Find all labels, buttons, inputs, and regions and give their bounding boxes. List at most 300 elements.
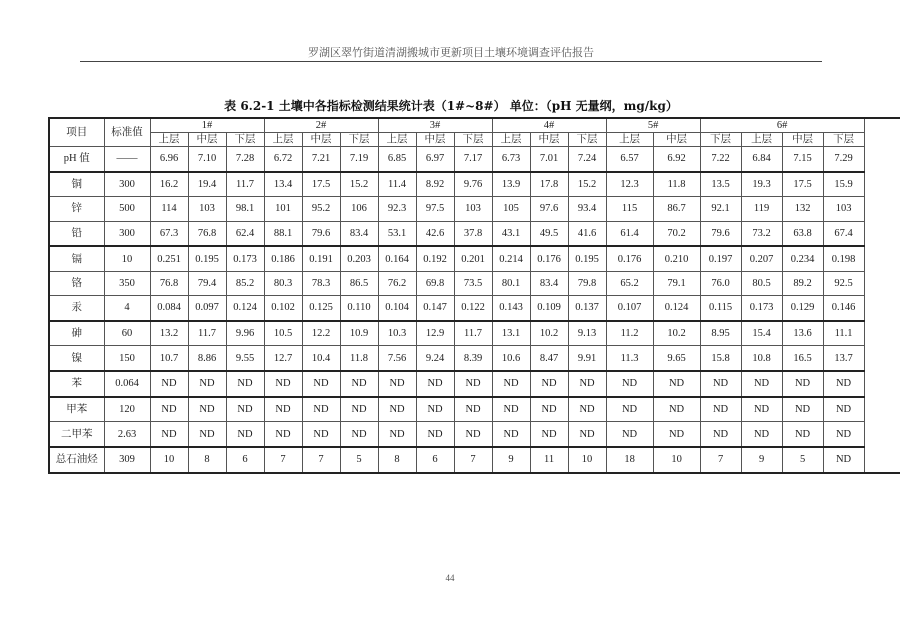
result-cell: 15.9: [823, 172, 864, 197]
result-cell: 10: [568, 447, 606, 473]
result-cell: 10.9: [340, 321, 378, 346]
result-cell: 9.76: [454, 172, 492, 197]
result-cell: ND: [492, 422, 530, 447]
result-cell: 0.122: [454, 296, 492, 321]
result-cell: 11.4: [378, 172, 416, 197]
result-cell: 97.6: [530, 197, 568, 221]
result-cell: ND: [741, 397, 782, 422]
standard-value: 120: [104, 397, 150, 422]
result-cell: 0.191: [302, 246, 340, 271]
table-row: [49, 271, 900, 295]
result-cell: 11.2: [606, 321, 653, 346]
result-cell: 15.8: [700, 346, 741, 371]
result-cell: 7.28: [226, 147, 264, 172]
result-cell: 7.24: [568, 147, 606, 172]
standard-value: 0.064: [104, 371, 150, 397]
result-cell: 6.84: [741, 147, 782, 172]
result-cell: 13.5: [700, 172, 741, 197]
result-cell: 0.197: [700, 246, 741, 271]
result-cell: ND: [782, 397, 823, 422]
result-cell: 7: [700, 447, 741, 473]
result-cell: 0.207: [741, 246, 782, 271]
result-cell: 63.8: [782, 221, 823, 246]
result-cell: 95.2: [302, 197, 340, 221]
result-cell: 11: [530, 447, 568, 473]
result-cell: 93.4: [568, 197, 606, 221]
result-cell: 97.5: [416, 197, 454, 221]
layer-header: 上层: [150, 133, 188, 147]
result-cell: 0.176: [606, 246, 653, 271]
result-cell: 0.104: [378, 296, 416, 321]
result-cell: 10.6: [492, 346, 530, 371]
table-row: [49, 197, 900, 221]
result-cell: ND: [700, 397, 741, 422]
result-cell: ND: [492, 397, 530, 422]
result-cell: 49.5: [530, 221, 568, 246]
table-row: [49, 296, 900, 321]
table-row: [49, 422, 900, 447]
result-cell: ND: [454, 397, 492, 422]
result-cell: ND: [302, 422, 340, 447]
table-row: [49, 397, 900, 422]
result-cell: 86.5: [340, 271, 378, 295]
layer-header: 下层: [454, 133, 492, 147]
result-cell: 114: [150, 197, 188, 221]
result-cell: 69.8: [416, 271, 454, 295]
result-cell: ND: [416, 397, 454, 422]
header-rule: [80, 61, 822, 62]
result-cell: ND: [741, 422, 782, 447]
result-cell: 6: [416, 447, 454, 473]
result-cell: 0.210: [653, 246, 700, 271]
result-cell: 9.65: [653, 346, 700, 371]
result-cell: 0.146: [823, 296, 864, 321]
result-cell: 83.4: [340, 221, 378, 246]
result-cell: ND: [150, 371, 188, 397]
result-cell: ND: [823, 371, 864, 397]
result-cell: 65.2: [606, 271, 653, 295]
layer-header: 下层: [700, 133, 741, 147]
result-cell: 6.85: [378, 147, 416, 172]
soil-results-table: [48, 117, 900, 474]
table-caption: 表 6.2-1 土壤中各指标检测结果统计表（1#~8#） 单位：（pH 无量纲，mg/kg）: [224, 99, 678, 113]
result-cell: 8.92: [416, 172, 454, 197]
result-cell: ND: [378, 422, 416, 447]
result-cell: 10.2: [530, 321, 568, 346]
layer-header: 中层: [416, 133, 454, 147]
result-cell: 19.4: [188, 172, 226, 197]
group-header: 3#: [378, 118, 492, 133]
result-cell: 6: [226, 447, 264, 473]
result-cell: 0.107: [606, 296, 653, 321]
layer-header: 上层: [378, 133, 416, 147]
result-cell: 15.4: [741, 321, 782, 346]
result-cell: 76.8: [188, 221, 226, 246]
result-cell: 76.8: [150, 271, 188, 295]
result-cell: 119: [741, 197, 782, 221]
result-cell: 67.3: [150, 221, 188, 246]
item-name: 铅: [49, 221, 104, 246]
result-cell: 89.2: [782, 271, 823, 295]
result-cell: 8.39: [454, 346, 492, 371]
result-cell: ND: [226, 397, 264, 422]
result-cell: ND: [416, 371, 454, 397]
result-cell: 79.1: [653, 271, 700, 295]
standard-value: 4: [104, 296, 150, 321]
result-cell: 9.91: [568, 346, 606, 371]
result-cell: ND: [782, 422, 823, 447]
result-cell: 11.7: [188, 321, 226, 346]
result-cell: 0.176: [530, 246, 568, 271]
result-cell: ND: [741, 371, 782, 397]
result-cell: 6.73: [492, 147, 530, 172]
result-cell: 5: [340, 447, 378, 473]
result-cell: 0.192: [416, 246, 454, 271]
result-cell: 7.22: [700, 147, 741, 172]
result-cell: 0.110: [340, 296, 378, 321]
header-row-groups: [49, 118, 900, 133]
result-cell: 9: [741, 447, 782, 473]
result-cell: ND: [188, 397, 226, 422]
result-cell: 62.4: [226, 221, 264, 246]
result-cell: 37.8: [454, 221, 492, 246]
result-cell: 7: [302, 447, 340, 473]
result-cell: 7.10: [188, 147, 226, 172]
result-cell: 18: [606, 447, 653, 473]
item-name: 苯: [49, 371, 104, 397]
result-cell: 19.3: [741, 172, 782, 197]
result-cell: 11.7: [454, 321, 492, 346]
standard-value: 2.63: [104, 422, 150, 447]
item-name: 二甲苯: [49, 422, 104, 447]
result-cell: 7: [264, 447, 302, 473]
result-cell: 0.109: [530, 296, 568, 321]
result-cell: 10.8: [741, 346, 782, 371]
result-cell: ND: [700, 422, 741, 447]
result-cell: 0.173: [741, 296, 782, 321]
result-cell: ND: [226, 371, 264, 397]
layer-header: 上层: [264, 133, 302, 147]
result-cell: 10.2: [653, 321, 700, 346]
result-cell: ND: [606, 422, 653, 447]
layer-header: 下层: [568, 133, 606, 147]
page-number: 44: [445, 573, 455, 583]
result-cell: 0.147: [416, 296, 454, 321]
result-cell: 0.115: [700, 296, 741, 321]
result-cell: 0.203: [340, 246, 378, 271]
item-name: 铜: [49, 172, 104, 197]
result-cell: 13.9: [492, 172, 530, 197]
result-cell: 106: [340, 197, 378, 221]
result-cell: 10.5: [264, 321, 302, 346]
result-cell: 6.72: [264, 147, 302, 172]
result-cell: 6.97: [416, 147, 454, 172]
result-cell: 7.29: [823, 147, 864, 172]
result-cell: ND: [302, 371, 340, 397]
result-cell: ND: [378, 397, 416, 422]
result-cell: ND: [492, 371, 530, 397]
result-cell: 10: [653, 447, 700, 473]
result-cell: 80.5: [741, 271, 782, 295]
result-cell: 0.102: [264, 296, 302, 321]
result-cell: ND: [700, 371, 741, 397]
result-cell: 92.1: [700, 197, 741, 221]
layer-header: 下层: [340, 133, 378, 147]
result-cell: ND: [264, 422, 302, 447]
result-cell: 7.19: [340, 147, 378, 172]
result-cell: 78.3: [302, 271, 340, 295]
standard-value: 150: [104, 346, 150, 371]
standard-column-header: 标准值: [104, 118, 150, 147]
result-cell: 98.1: [226, 197, 264, 221]
group-header: 2#: [264, 118, 378, 133]
item-name: 汞: [49, 296, 104, 321]
result-cell: 10: [150, 447, 188, 473]
layer-header: 上层: [492, 133, 530, 147]
result-cell: 9.24: [416, 346, 454, 371]
result-cell: 61.4: [606, 221, 653, 246]
result-cell: 0.198: [823, 246, 864, 271]
result-cell: 0.129: [782, 296, 823, 321]
result-cell: ND: [606, 371, 653, 397]
result-cell: 7: [454, 447, 492, 473]
result-cell: 12.7: [264, 346, 302, 371]
result-cell: 7.15: [782, 147, 823, 172]
result-cell: 8: [378, 447, 416, 473]
result-cell: 11.3: [606, 346, 653, 371]
result-cell: 16.5: [782, 346, 823, 371]
result-cell: 17.5: [302, 172, 340, 197]
result-cell: ND: [150, 422, 188, 447]
layer-header: 中层: [782, 133, 823, 147]
result-cell: ND: [378, 371, 416, 397]
result-cell: ND: [340, 422, 378, 447]
layer-header: 中层: [530, 133, 568, 147]
result-cell: 11.8: [653, 172, 700, 197]
result-cell: ND: [653, 422, 700, 447]
result-cell: 9.96: [226, 321, 264, 346]
result-cell: 0.124: [226, 296, 264, 321]
result-cell: 12.3: [606, 172, 653, 197]
result-cell: ND: [782, 371, 823, 397]
result-cell: ND: [568, 371, 606, 397]
result-cell: 42.6: [416, 221, 454, 246]
result-cell: 11.1: [823, 321, 864, 346]
result-cell: 79.6: [700, 221, 741, 246]
result-cell: 7.21: [302, 147, 340, 172]
item-name: pH 值: [49, 147, 104, 172]
result-cell: 73.5: [454, 271, 492, 295]
result-cell: ND: [823, 397, 864, 422]
page-header: 罗湖区翠竹街道清湖搬城市更新项目土壤环境调查评估报告: [308, 46, 594, 59]
result-cell: 43.1: [492, 221, 530, 246]
result-cell: ND: [150, 397, 188, 422]
result-cell: ND: [188, 371, 226, 397]
table-row: [49, 221, 900, 246]
item-name: 铬: [49, 271, 104, 295]
item-name: 锌: [49, 197, 104, 221]
layer-header: 上层: [606, 133, 653, 147]
item-name: 总石油烃: [49, 447, 104, 473]
result-cell: 15.2: [340, 172, 378, 197]
result-cell: ND: [530, 371, 568, 397]
item-name: 镍: [49, 346, 104, 371]
standard-value: 500: [104, 197, 150, 221]
result-cell: 80.3: [264, 271, 302, 295]
standard-value: 350: [104, 271, 150, 295]
result-cell: 6.92: [653, 147, 700, 172]
result-cell: ND: [530, 397, 568, 422]
result-cell: ND: [226, 422, 264, 447]
result-cell: 13.4: [264, 172, 302, 197]
result-cell: 115: [606, 197, 653, 221]
layer-header: 中层: [653, 133, 700, 147]
layer-header: 中层: [302, 133, 340, 147]
table-row: [49, 172, 900, 197]
result-cell: 0.234: [782, 246, 823, 271]
item-name: 镉: [49, 246, 104, 271]
result-cell: ND: [653, 397, 700, 422]
result-cell: 0.124: [653, 296, 700, 321]
result-cell: 15.2: [568, 172, 606, 197]
result-cell: 13.6: [782, 321, 823, 346]
result-cell: ND: [188, 422, 226, 447]
result-cell: ND: [454, 422, 492, 447]
result-cell: 11.7: [226, 172, 264, 197]
result-cell: 17.8: [530, 172, 568, 197]
result-cell: 0.186: [264, 246, 302, 271]
result-cell: 9: [492, 447, 530, 473]
result-cell: ND: [416, 422, 454, 447]
result-cell: 0.195: [188, 246, 226, 271]
result-cell: 101: [264, 197, 302, 221]
result-cell: 7.01: [530, 147, 568, 172]
table-row: [49, 147, 900, 172]
group-header: 1#: [150, 118, 264, 133]
result-cell: 0.084: [150, 296, 188, 321]
result-cell: ND: [302, 397, 340, 422]
standard-value: 300: [104, 221, 150, 246]
result-cell: 13.2: [150, 321, 188, 346]
result-cell: 11.8: [340, 346, 378, 371]
result-cell: 10.3: [378, 321, 416, 346]
result-cell: 8.95: [700, 321, 741, 346]
result-cell: ND: [568, 397, 606, 422]
result-cell: 7.17: [454, 147, 492, 172]
result-cell: 0.173: [226, 246, 264, 271]
header-row-layers: [49, 133, 900, 147]
layer-header: 下层: [823, 133, 864, 147]
result-cell: 12.2: [302, 321, 340, 346]
result-cell: 0.214: [492, 246, 530, 271]
result-cell: 41.6: [568, 221, 606, 246]
group-header: 4#: [492, 118, 606, 133]
group-header: 5#: [606, 118, 700, 133]
result-cell: 92.3: [378, 197, 416, 221]
result-cell: 0.125: [302, 296, 340, 321]
standard-value: ——: [104, 147, 150, 172]
result-cell: 0.251: [150, 246, 188, 271]
result-cell: 79.4: [188, 271, 226, 295]
result-cell: 79.8: [568, 271, 606, 295]
result-cell: 79.6: [302, 221, 340, 246]
result-cell: ND: [823, 447, 864, 473]
result-cell: ND: [264, 397, 302, 422]
result-cell: 17.5: [782, 172, 823, 197]
result-cell: ND: [530, 422, 568, 447]
result-cell: 13.7: [823, 346, 864, 371]
result-cell: 0.137: [568, 296, 606, 321]
table-row: [49, 371, 900, 397]
standard-value: 300: [104, 172, 150, 197]
result-cell: 9.13: [568, 321, 606, 346]
item-name: 砷: [49, 321, 104, 346]
result-cell: 6.96: [150, 147, 188, 172]
result-cell: 103: [823, 197, 864, 221]
item-column-header: 项目: [49, 118, 104, 147]
result-cell: 7.56: [378, 346, 416, 371]
result-cell: 103: [188, 197, 226, 221]
result-cell: 13.1: [492, 321, 530, 346]
result-cell: 16.2: [150, 172, 188, 197]
result-cell: 0.195: [568, 246, 606, 271]
layer-header: 上层: [741, 133, 782, 147]
standard-value: 60: [104, 321, 150, 346]
result-cell: 92.5: [823, 271, 864, 295]
result-cell: 88.1: [264, 221, 302, 246]
result-cell: 53.1: [378, 221, 416, 246]
result-cell: 10.7: [150, 346, 188, 371]
result-cell: 6.57: [606, 147, 653, 172]
result-cell: ND: [454, 371, 492, 397]
result-cell: 70.2: [653, 221, 700, 246]
result-cell: 83.4: [530, 271, 568, 295]
result-cell: 105: [492, 197, 530, 221]
table-row: [49, 346, 900, 371]
result-cell: 8.47: [530, 346, 568, 371]
standard-value: 10: [104, 246, 150, 271]
result-cell: 67.4: [823, 221, 864, 246]
group-header: 6#: [700, 118, 864, 133]
result-cell: 103: [454, 197, 492, 221]
result-cell: ND: [264, 371, 302, 397]
result-cell: ND: [606, 397, 653, 422]
table-row: [49, 447, 900, 473]
result-cell: 8: [188, 447, 226, 473]
result-cell: 9.55: [226, 346, 264, 371]
result-cell: ND: [653, 371, 700, 397]
result-cell: 0.201: [454, 246, 492, 271]
standard-value: 309: [104, 447, 150, 473]
result-cell: 132: [782, 197, 823, 221]
result-cell: 85.2: [226, 271, 264, 295]
result-cell: 0.143: [492, 296, 530, 321]
result-cell: 80.1: [492, 271, 530, 295]
result-cell: ND: [568, 422, 606, 447]
result-cell: ND: [340, 371, 378, 397]
table-row: [49, 246, 900, 271]
result-cell: ND: [340, 397, 378, 422]
layer-header: 下层: [226, 133, 264, 147]
result-cell: 0.097: [188, 296, 226, 321]
result-cell: 12.9: [416, 321, 454, 346]
item-name: 甲苯: [49, 397, 104, 422]
table-row: [49, 321, 900, 346]
result-cell: 5: [782, 447, 823, 473]
result-cell: 76.0: [700, 271, 741, 295]
result-cell: ND: [823, 422, 864, 447]
result-cell: 76.2: [378, 271, 416, 295]
